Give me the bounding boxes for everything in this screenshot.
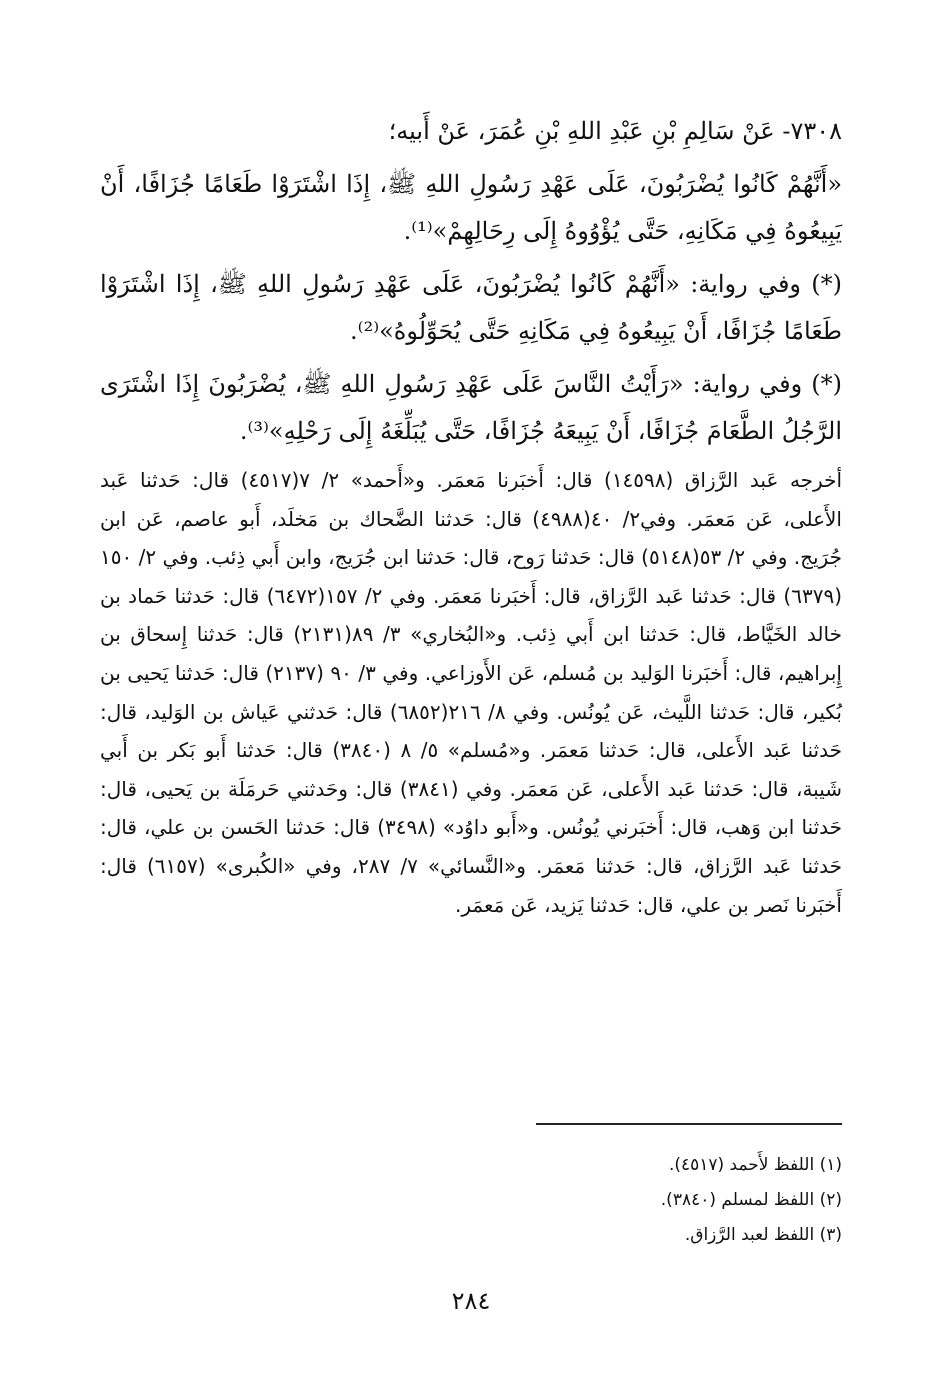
footnotes [100,1148,842,1253]
riwaya-1: (*) وفي رواية: «أَنَّهُمْ كَانُوا يُضْرَبُونَ، عَلَى عَهْدِ رَسُولِ اللهِ ﷺ، إِذَا اشْتَرَوْا طَعَامًا جُزَافًا، أَنْ يَبِيعُوهُ فِي مَكَانِهِ حَتَّى يُحَوِّلُوهُ»⁽²⁾. [100,270,842,345]
footnote-3: (٣) اللفظ لعبد الرَّزاق. [684,1225,842,1245]
riwaya-2: (*) وفي رواية: «رَأَيْتُ النَّاسَ عَلَى عَهْدِ رَسُولِ اللهِ ﷺ، يُضْرَبُونَ إِذَا اشْتَرَى الرَّجُلُ الطَّعَامَ جُزَافًا، أَنْ يَبِيعَهُ جُزَافًا، حَتَّى يُبَلِّغَهُ إِلَى رَحْلِهِ»⁽³⁾. [100,370,842,445]
hadith-number-line: ٧٣٠٨- عَنْ سَالِمِ بْنِ عَبْدِ اللهِ بْنِ عُمَرَ، عَنْ أَبيه؛ [388,117,842,145]
hadith-text: «أَنَّهُمْ كَانُوا يُضْرَبُونَ، عَلَى عَهْدِ رَسُولِ اللهِ ﷺ، إِذَا اشْتَرَوْا طَعَامًا جُزَافًا، أَنْ يَبِيعُوهُ فِي مَكَانِهِ، حَتَّى يُؤْوُوهُ إِلَى رِحَالِهِمْ»⁽¹⁾. [100,170,842,245]
footnote-separator [536,1123,842,1125]
page-body [100,108,842,924]
takhrij-paragraph: أخرجه عَبد الرَّزاق (١٤٥٩٨) قال: أَخبَرنا مَعمَر. و«أَحمد» ٢/ ٧(٤٥١٧) قال: حَدثنا عَبد الأَعلى، عَن مَعمَر. وفي٢/ ٤٠(٤٩٨٨) قال: حَدثنا الضَّحاك بن مَخلَد، أَبو عاصم، عَن ابن جُرَيج. وفي ٢/ ٥٣(٥١٤٨) قال: حَدثنا رَوح، قال: حَدثنا ابن جُرَيج، وابن أَبي ذِئب. وفي ٢/ ١٥٠ (٦٣٧٩) قال: حَدثنا عَبد الرَّزاق، قال: أَخبَرنا مَعمَر. وفي ٢/ ١٥٧(٦٤٧٢) قال: حَدثنا حَماد بن خالد الخَيَّاط، قال: حَدثنا ابن أَبي ذِئب. و«البُخاري» ٣/ ٨٩(٢١٣١) قال: حَدثنا إِسحاق بن إِبراهيم، قال: أَخبَرنا الوَليد بن مُسلم، عَن الأَوزاعي. وفي ٣/ ٩٠ (٢١٣٧) قال: حَدثنا يَحيى بن بُكير، قال: حَدثنا اللَّيث، عَن يُونُس. وفي ٨/ ٢١٦(٦٨٥٢) قال: حَدثني عَياش بن الوَليد، قال: حَدثنا عَبد الأَعلى، قال: حَدثنا مَعمَر. و«مُسلم» ٥/ ٨ (٣٨٤٠) قال: حَدثنا أَبو بَكر بن أَبي شَيبة، قال: حَدثنا عَبد الأَعلى، عَن مَعمَر. وفي (٣٨٤١) قال: وحَدثني حَرمَلَة بن يَحيى، قال: حَدثنا ابن وَهب، قال: أَخبَرني يُونُس. و«أَبو داوُد» (٣٤٩٨) قال: حَدثنا الحَسن بن علي، قال: حَدثنا عَبد الرَّزاق، قال: حَدثنا مَعمَر. و«النَّسائي» ٧/ ٢٨٧، وفي «الكُبرى» (٦١٥٧) قال: أَخبَرنا نَصر بن علي، قال: حَدثنا يَزيد، عَن مَعمَر. [100,468,843,917]
footnote-2: (٢) اللفظ لمسلم (٣٨٤٠). [660,1190,842,1210]
footnote-1: (١) اللفظ لأَحمد (٤٥١٧). [668,1155,842,1175]
page-number: ٢٨٤ [451,1287,491,1315]
